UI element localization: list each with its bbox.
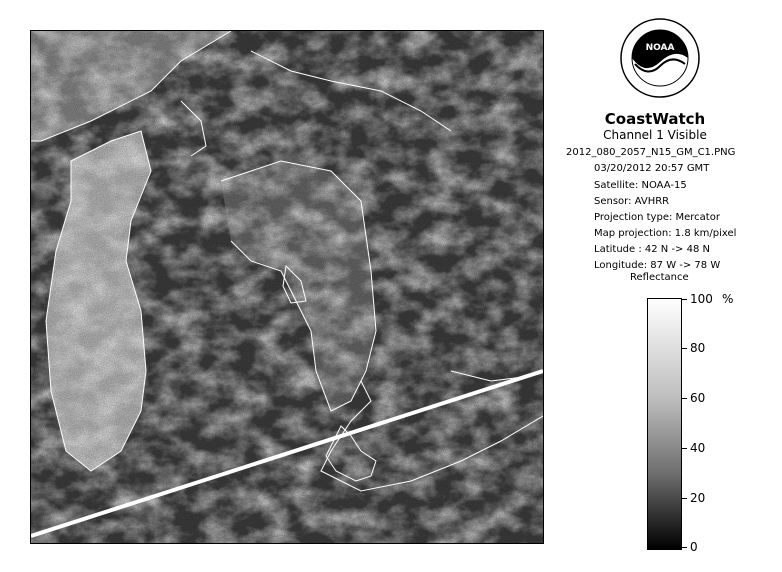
map-projection-line: Map projection: 1.8 km/pixel — [594, 228, 737, 239]
tick-mark — [681, 299, 687, 300]
map-canvas — [31, 31, 543, 543]
noaa-logo — [620, 18, 700, 98]
satellite-image — [30, 30, 544, 544]
tick-label-100: 100 — [690, 292, 713, 306]
image-grain — [31, 31, 543, 543]
legend-title: Reflectance — [630, 272, 689, 283]
tick-mark — [681, 348, 687, 349]
tick-mark — [681, 547, 687, 548]
channel-subtitle: Channel 1 Visible — [603, 128, 707, 142]
reflectance-colorbar — [647, 298, 682, 550]
latitude-line: Latitude : 42 N -> 48 N — [594, 244, 710, 255]
tick-label-20: 20 — [690, 491, 706, 505]
product-title: CoastWatch — [604, 110, 706, 128]
tick-label-40: 40 — [690, 441, 706, 455]
legend-unit: % — [722, 292, 734, 306]
tick-label-80: 80 — [690, 341, 706, 355]
tick-label-0: 0 — [690, 540, 698, 554]
sensor-line: Sensor: AVHRR — [594, 196, 670, 207]
filename: 2012_080_2057_N15_GM_C1.PNG — [566, 147, 736, 158]
tick-mark — [681, 448, 687, 449]
longitude-line: Longitude: 87 W -> 78 W — [594, 260, 721, 271]
logo-text: NOAA — [645, 43, 675, 53]
satellite-line: Satellite: NOAA-15 — [594, 180, 687, 191]
projection-type-line: Projection type: Mercator — [594, 212, 720, 223]
datetime: 03/20/2012 20:57 GMT — [594, 163, 710, 174]
tick-mark — [681, 498, 687, 499]
tick-mark — [681, 398, 687, 399]
tick-label-60: 60 — [690, 391, 706, 405]
